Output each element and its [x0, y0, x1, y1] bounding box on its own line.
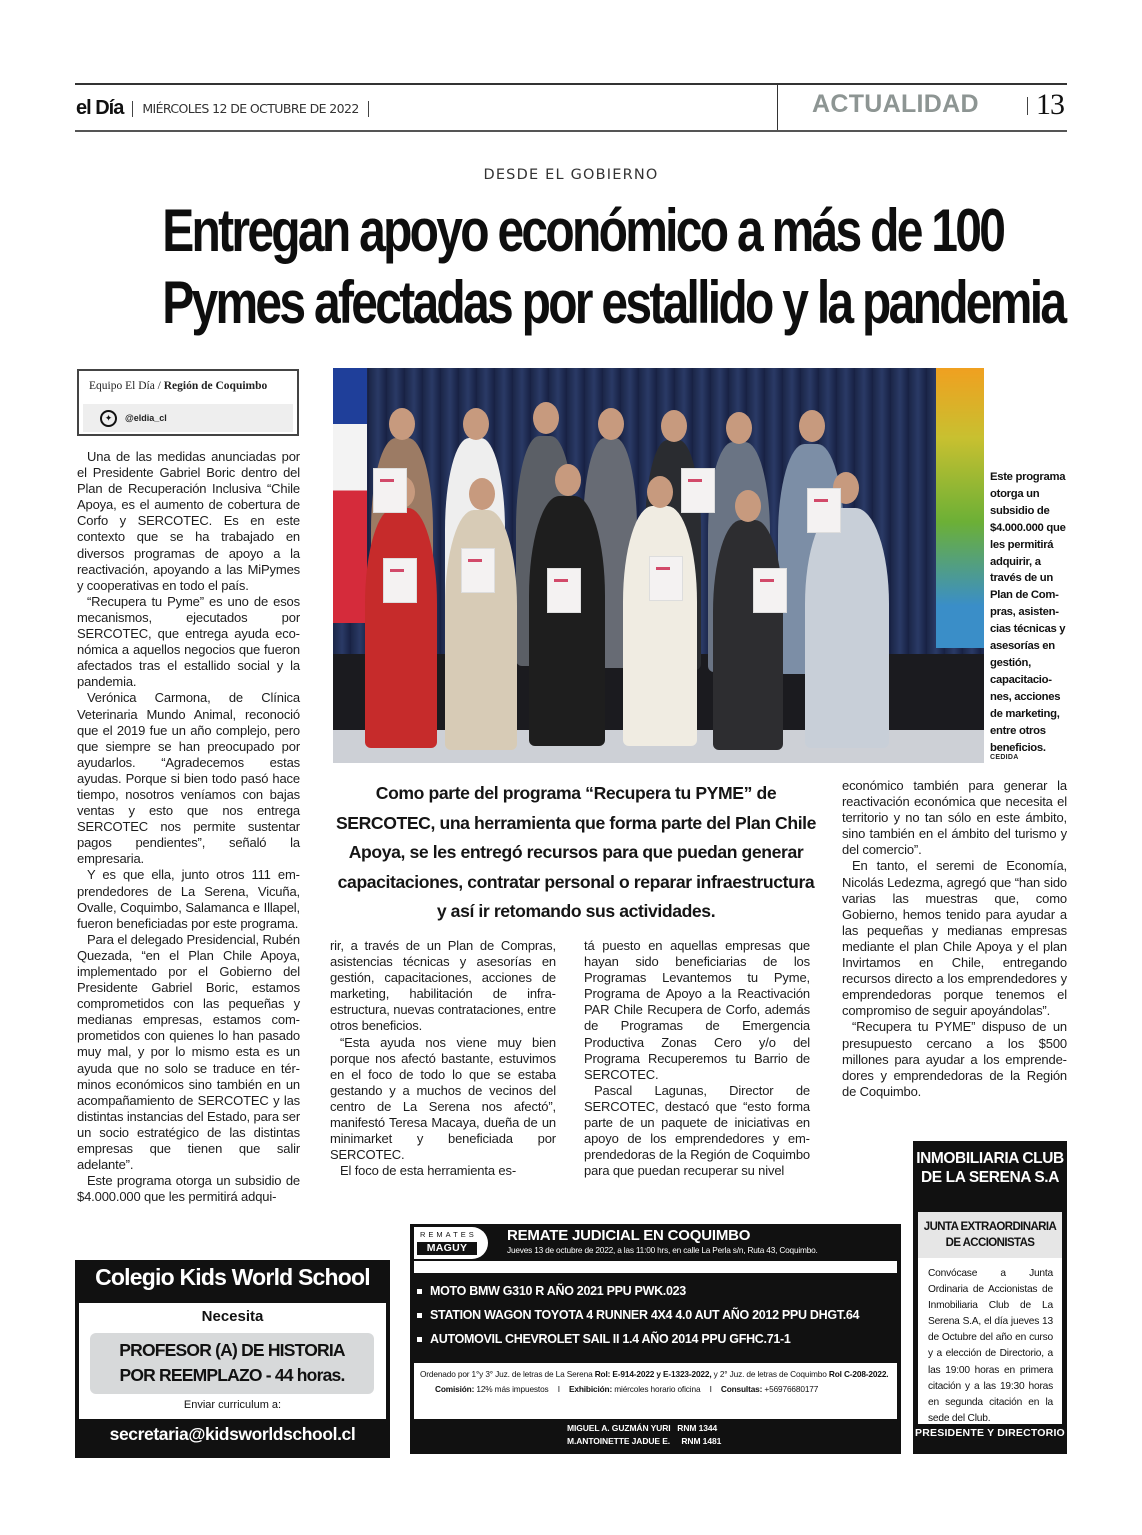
person-head: [469, 478, 495, 510]
article-photo[interactable]: [333, 368, 984, 763]
paragraph: El foco de esta herramienta es-: [340, 1163, 516, 1179]
person-head: [735, 490, 761, 522]
remate-item: [417, 1303, 859, 1327]
article-column-1: [77, 449, 300, 1249]
remate-item-text: STATION WAGON TOYOTA 4 RUNNER 4X4 4.0 AUT AÑO 2012 PPU DHGT.64: [430, 1308, 860, 1322]
bullet-icon: [417, 1313, 422, 1318]
commission-label: Comisión:: [435, 1384, 475, 1394]
person-head: [463, 408, 489, 440]
person-head: [533, 402, 559, 434]
auctioneers: MIGUEL A. GUZMÁN YURI RNM 1344 M.ANTOINETTE JADUE E. RNM 1481: [567, 1423, 722, 1446]
person-head: [598, 408, 624, 440]
byline-region: Región de Coquimbo: [163, 380, 268, 392]
masthead-left: [76, 97, 369, 120]
remate-item-text: AUTOMOVIL CHEVROLET SAIL II 1.4 AÑO 2014 PPU GFHC.71-1: [430, 1332, 791, 1346]
masthead-bottom-rule: [75, 130, 1067, 132]
byline: [89, 380, 267, 392]
commission-value: 12% más impuestos: [474, 1384, 549, 1394]
paragraph: tá puesto en aquellas empresas que hayan sido beneficiarias de los Programas Levantemos tu Pyme, Programa de Apoyo a la Reactivación PAR Chile Recupera de Corfo, además de Programas de Emergencia Productiva Zonas Cero y/o del Programa Recuperemos tu Barrio de SERCOTEC.: [584, 938, 810, 1082]
photo-caption: Este programa otorga un subsidio de $4.000.000 que les permitirá adquirir, a través de un Plan de Compras, asistencias técnicas y asesorías en gestión, capacitaciones, acciones de marketing, entre otros beneficios.: [990, 471, 1066, 754]
paragraph: “Recupera tu PYME” dispuso de un presupuesto cercano a los $500 millones para ayudar a los emprendedores y emprendedoras de la Región de Coquimbo.: [842, 1019, 1067, 1099]
divider: [132, 101, 133, 117]
chile-flag: [333, 368, 367, 623]
ad-inmobiliaria-subtitle: JUNTA EXTRAORDINARIA DE ACCIONISTAS: [918, 1212, 1062, 1258]
certificate: [753, 568, 787, 613]
ad-inmobiliaria-signature: PRESIDENTE Y DIRECTORIO: [915, 1427, 1065, 1439]
ad-kids-world-school[interactable]: [75, 1260, 390, 1458]
exhibition-value: miércoles horario oficina: [612, 1384, 701, 1394]
separator: I: [709, 1384, 712, 1394]
regional-flag: [936, 368, 984, 648]
brand-name: MAGUY: [417, 1242, 477, 1255]
remate-item: [417, 1279, 859, 1303]
person-head: [389, 408, 415, 440]
person: [529, 496, 605, 746]
twitter-handle[interactable]: @eldia_cl: [125, 413, 167, 423]
paragraph: Y es que ella, junto otros 111 emprendedores de La Serena, Vicuña, Ovalle, Coquimbo, Salamanca e Illapel, fueron beneficiadas por este programa.: [77, 867, 300, 931]
article-kicker: DESDE EL GOBIERNO: [483, 167, 659, 183]
paragraph: Verónica Carmona, de Clínica Veterinaria Mundo Animal, reconoció que el 2019 fue un año complejo, pero que siempre se han preocupado por ayudarlos. “Agradecemos estas ayudas. Porque si bien todo pasó hace tiempo, nosotros veníamos con bajas ventas y esto que nos entrega SERCOTEC nos permite sustentar pagos pendientes”, señaló la empresaria.: [77, 690, 300, 867]
paragraph: En tanto, el seremi de Economía, Nicolás Ledezma, agregó que “han sido varias las muestras que, como Gobierno, hemos tenido para ayudar a las pequeñas y medianas empresas mediante el plan Chile Apoya y el plan Invirtamos en Chile, entregando recursos directo a los emprendedores y emprendedoras porque tenemos el compromiso de seguir apoyándolas”.: [842, 858, 1067, 1019]
ad-kids-need: Necesita: [201, 1308, 264, 1325]
certificate: [807, 488, 841, 533]
person: [713, 520, 783, 750]
byline-author: Equipo El Día /: [89, 380, 161, 392]
article-headline: [162, 195, 1065, 339]
job-role: [90, 1333, 374, 1394]
ad-kids-body: [79, 1303, 386, 1419]
section-name: ACTUALIDAD: [812, 90, 979, 118]
job-role-line-2: POR REEMPLAZO - 44 horas.: [119, 1365, 345, 1385]
inquiries-label: Consultas:: [720, 1384, 763, 1394]
person-head: [799, 410, 825, 442]
person: [805, 508, 889, 748]
inquiries-phone[interactable]: +56976680177: [762, 1384, 819, 1394]
remate-subtitle: Jueves 13 de octubre de 2022, a las 11:00 hrs, en calle La Perla s/n, Ruta 43, Coquimbo.: [507, 1245, 818, 1255]
bullet-icon: [417, 1337, 422, 1342]
article-column-4: [842, 778, 1067, 1100]
order-prefix: Ordenado por 1°y 3° Juz. de letras de La Serena: [420, 1369, 595, 1379]
photo-credit: CEDIDA: [990, 754, 1019, 761]
certificate: [547, 568, 581, 613]
pull-quote: Como parte del programa “Recupera tu PYME” de SERCOTEC, una herramienta que forma parte del Plan Chile Apoya, se les entregó recursos para que puedan generar capacitaciones, contratar personal o reparar infraestructura y así ir retomando sus actividades.: [335, 783, 817, 921]
certificate: [681, 468, 715, 513]
person-head: [555, 464, 581, 496]
exhibition-label: Exhibición:: [569, 1384, 613, 1394]
twitter-row[interactable]: [83, 404, 293, 432]
masthead-divider: [777, 84, 778, 131]
newspaper-logo[interactable]: el Día: [76, 97, 124, 119]
paragraph: Pascal Lagunas, Director de SERCOTEC, destacó que “esto forma parte de un paquete de iniciativas en apoyo de los emprendedores y emprendedoras de la Región de Coquimbo para que puedan recuperar su nivel: [584, 1082, 810, 1179]
person-head: [661, 410, 687, 442]
paragraph: Para el delegado Presidencial, Rubén Quezada, “en el Plan Chile Apoya, implementado por el Gobierno del Presidente Gabriel Boric, estamos comprometidos con las pequeñas y medianas empresas, estamos comprometidos con quienes lo han pasado muy mal, y por lo mismo esta es un ayuda que no solo se traduce en términos económicos sino también en un acompañamiento de SERCOTEC y las distintas instancias del Estado, para ser un socio estratégico de las distintas empresas que tienen que salir adelante”.: [77, 931, 300, 1173]
certificate: [383, 558, 417, 603]
divider: [414, 1261, 897, 1273]
person: [445, 510, 517, 750]
person-head: [647, 476, 673, 508]
twitter-bird-icon: ✦: [100, 410, 117, 427]
remates-maguy-logo: [414, 1227, 488, 1259]
certificate: [373, 468, 407, 513]
remate-terms: [420, 1383, 891, 1395]
order-rol-1: Rol: E-914-2022 y E-1323-2022,: [594, 1369, 712, 1379]
byline-box: [77, 369, 299, 436]
article-column-3: [584, 938, 810, 1179]
certificate: [461, 548, 495, 593]
remate-item: [417, 1327, 859, 1351]
ad-inmobiliaria-body: Convócase a Junta Ordinaria de Accionistas de Inmobiliaria Club de La Serena S.A, el día jueves 13 de Octubre del año en curso y a elección de Directorio, a las 19:00 horas en primera citación y a las 19:30 horas en segunda citación en la sede del Club.: [918, 1258, 1062, 1424]
remate-item-text: MOTO BMW G310 R AÑO 2021 PPU PWK.023: [430, 1284, 686, 1298]
ad-remate[interactable]: [410, 1224, 901, 1454]
person: [623, 506, 697, 746]
send-cv-label: Enviar curriculum a:: [183, 1399, 282, 1411]
contact-email[interactable]: secretaria@kidsworldschool.cl: [109, 1424, 356, 1444]
paragraph: “Recupera tu Pyme” es uno de esos mecanismos, ejecutados por SERCOTEC, que entrega ayuda económica a aquellos negocios que fueron afectados tras el estallido social y la pandemia.: [77, 593, 300, 690]
remate-item-list: [417, 1279, 859, 1351]
separator: I: [557, 1384, 560, 1394]
paragraph: Una de las medidas anunciadas por el Presidente Gabriel Boric dentro del Plan de Recuperación Inclusiva “Chile Apoya, es el aumento de cobertura de Corfo y SERCOTEC. Es en este contexto que se ha trabajado en diversos programas de apoyo a la reactivación, apoyando a las MiPymes y cooperativas en todo el país.: [77, 449, 300, 593]
bullet-icon: [417, 1289, 422, 1294]
paragraph: Este programa otorga un subsidio de $4.000.000 que les permitirá adqui-: [77, 1173, 300, 1205]
brand-top: REMATES: [420, 1230, 477, 1239]
person-head: [726, 412, 752, 444]
remate-title: REMATE JUDICIAL EN COQUIMBO: [507, 1227, 751, 1244]
paragraph: “Esta ayuda nos viene muy bien porque nos afectó bastante, estuvimos en el foco de todo lo que se estaba gestando y a muchos de vecinos del centro de La Serena nos afectó”, manifestó Teresa Macaya, dueña de un minimarket y beneficiada por SERCOTEC.: [330, 1034, 556, 1163]
remate-order: [420, 1368, 891, 1380]
issue-date: MIÉRCOLES 12 DE OCTUBRE DE 2022: [142, 101, 359, 116]
headline-line-1: Entregan apoyo económico a más de 100: [162, 197, 1004, 264]
order-rol-2: Rol C-208-2022.: [828, 1369, 889, 1379]
page-number: 13: [1036, 88, 1064, 121]
person: [365, 508, 437, 748]
certificate: [649, 556, 683, 601]
paragraph: rir, a través de un Plan de Compras, asistencias técnicas y asesorías en gestión, capacitaciones, acciones de marketing, habilitación de infraestructura, nuevas contrataciones, entre otros beneficios.: [330, 938, 556, 1034]
ad-inmobiliaria[interactable]: [913, 1141, 1067, 1454]
divider: [368, 101, 369, 117]
headline-line-2: Pymes afectadas por estallido y la pandemia: [162, 269, 1065, 336]
paragraph: económico también para generar la reactivación económica que necesita el territorio y no tan sólo en este ámbito, sino también en el ámbito del turismo y del comercio”.: [842, 778, 1067, 858]
divider: [1027, 97, 1028, 115]
job-role-line-1: PROFESOR (A) DE HISTORIA: [119, 1340, 345, 1360]
masthead-top-rule: [75, 83, 1067, 85]
remate-order-box: [414, 1363, 897, 1419]
school-name: Colegio Kids World School: [95, 1264, 370, 1290]
order-mid: y 2° Juz. de letras de Coquimbo: [711, 1369, 829, 1379]
article-column-2: [330, 938, 556, 1179]
ad-inmobiliaria-title: INMOBILIARIA CLUB DE LA SERENA S.A: [916, 1150, 1064, 1186]
